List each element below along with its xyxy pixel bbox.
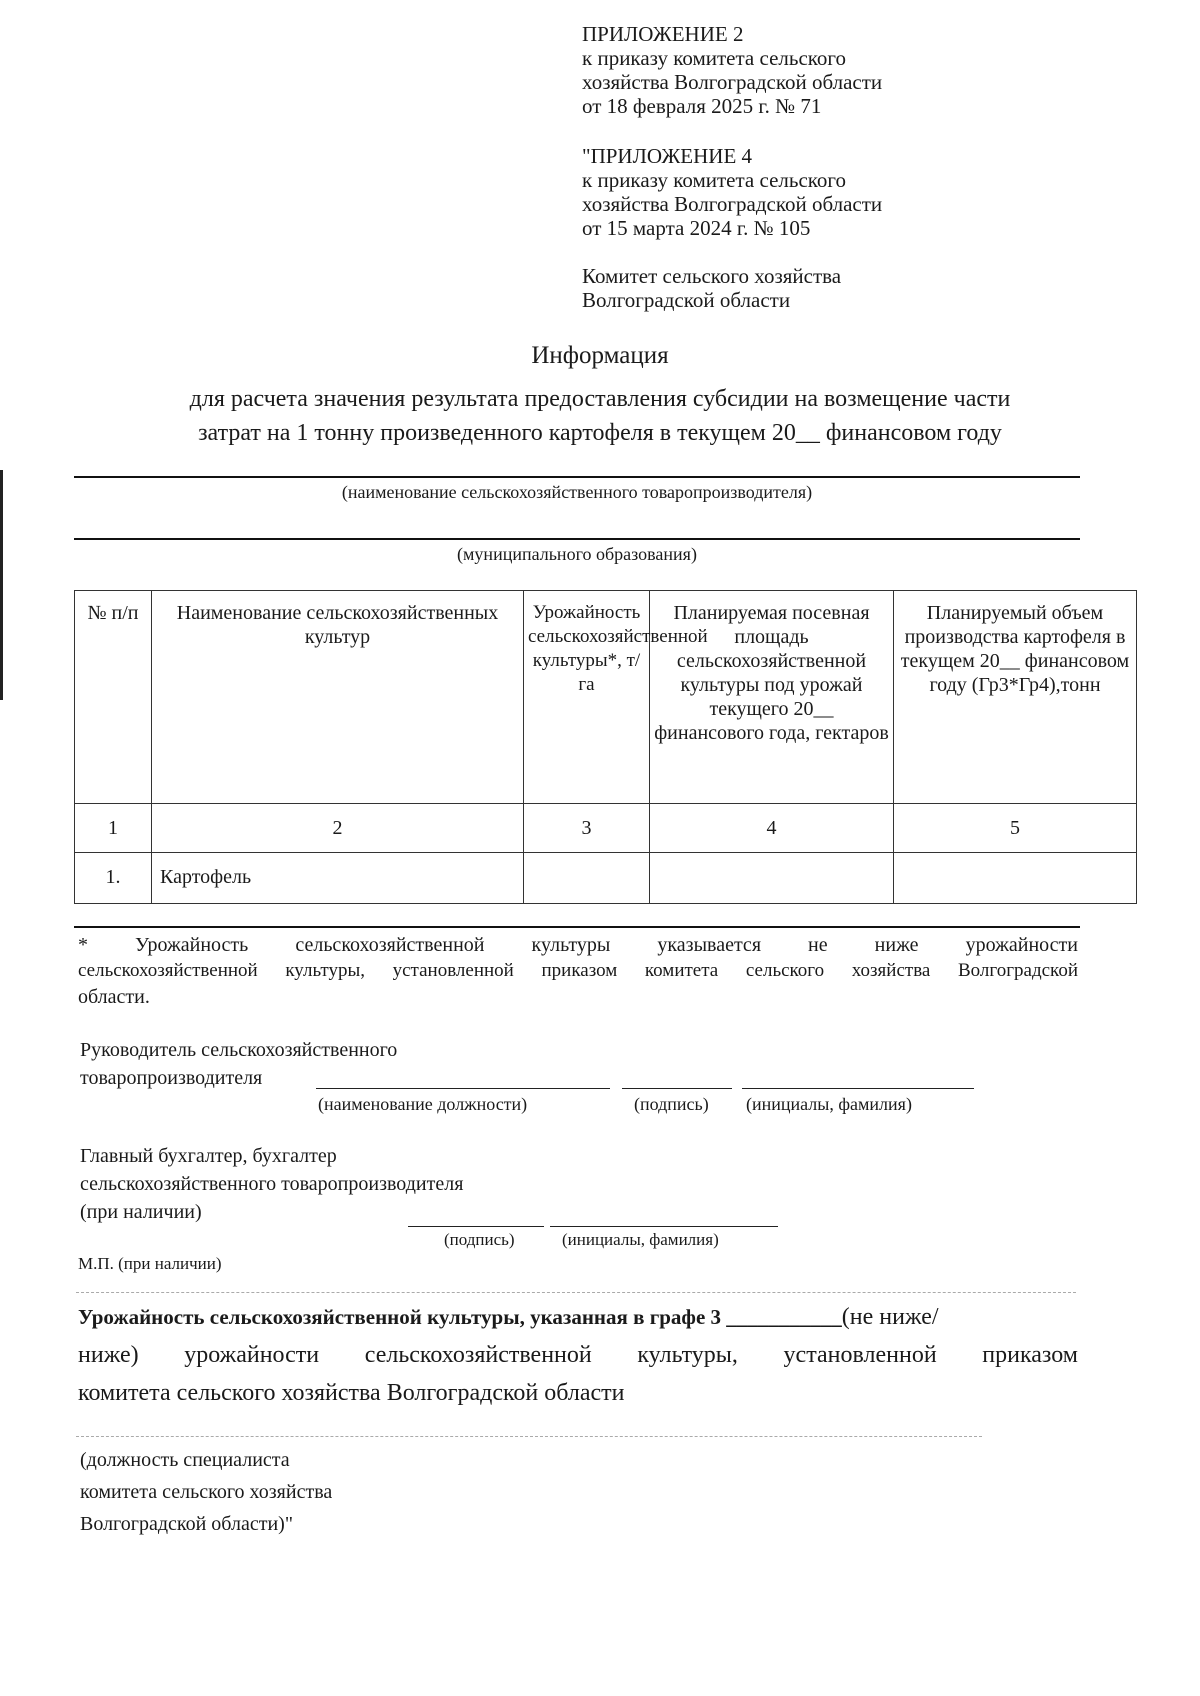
head-label-line-2: товаропроизводителя (80, 1067, 263, 1089)
document-title: Информация (531, 342, 669, 369)
appendix-4-line-1: к приказу комитета сельского (582, 168, 847, 192)
column-number-3: 3 (524, 804, 650, 853)
footnote (78, 932, 1078, 1010)
addressee-line-2: Волгоградской области (582, 288, 791, 312)
appendix-4-block (582, 144, 882, 240)
header-cell-area: Планируемая посевная площадь сельскохозяйственной культуры под урожай текущего 20__ финансового года, гектаров (650, 591, 894, 804)
row-number: 1. (75, 853, 152, 904)
footnote-divider (74, 926, 1080, 928)
specialist-line-1: (должность специалиста (80, 1449, 290, 1471)
footnote-line-2: сельскохозяйственной культуры, установленной приказом комитета сельского хозяйства Волгоградской (78, 960, 1078, 981)
appendix-4-line-2: хозяйства Волгоградской области (582, 192, 883, 216)
data-table (74, 590, 1137, 904)
head-label-line-1: Руководитель сельскохозяйственного (80, 1039, 398, 1061)
specialist-line-2: комитета сельского хозяйства (80, 1481, 333, 1503)
subtitle-line-1: для расчета значения результата предоставления субсидии на возмещение части (189, 386, 1011, 412)
committee-divider (76, 1292, 1076, 1293)
accountant-name-line[interactable] (550, 1226, 778, 1227)
committee-note (78, 1298, 1078, 1412)
stamp-label: М.П. (при наличии) (78, 1254, 222, 1273)
head-position-caption: (наименование должности) (318, 1094, 528, 1114)
header-cell-number: № п/п (75, 591, 152, 804)
head-signature-line[interactable] (622, 1088, 732, 1089)
crop-name: Картофель (152, 853, 524, 904)
yield-cell[interactable] (524, 853, 650, 904)
specialist-divider (76, 1436, 982, 1437)
area-cell[interactable] (650, 853, 894, 904)
accountant-label-line-3: (при наличии) (80, 1201, 202, 1223)
document-subtitle (60, 382, 1140, 450)
head-name-caption: (инициалы, фамилия) (746, 1094, 912, 1114)
table-number-row (75, 804, 1137, 853)
accountant-name-caption: (инициалы, фамилия) (562, 1230, 719, 1249)
scan-edge-mark (0, 470, 3, 700)
appendix-2-line-1: к приказу комитета сельского (582, 46, 847, 70)
committee-note-bold: Урожайность сельскохозяйственной культуры, указанная в графе 3 ___________ (78, 1305, 842, 1329)
committee-note-rest: (не ниже/ (841, 1304, 939, 1330)
head-signature-label (80, 1036, 397, 1092)
committee-note-line-2: ниже) урожайности сельскохозяйственной культуры, установленной приказом (78, 1342, 1078, 1368)
municipality-line[interactable] (74, 538, 1080, 540)
appendix-2-block (582, 22, 882, 118)
accountant-signature-label (80, 1142, 463, 1226)
volume-cell[interactable] (894, 853, 1137, 904)
column-number-4: 4 (650, 804, 894, 853)
specialist-line-3: Волгоградской области)" (80, 1513, 293, 1535)
accountant-signature-caption: (подпись) (444, 1230, 515, 1249)
column-number-2: 2 (152, 804, 524, 853)
accountant-signature-line[interactable] (408, 1226, 544, 1227)
committee-note-line-3: комитета сельского хозяйства Волгоградской области (78, 1380, 625, 1406)
addressee-line-1: Комитет сельского хозяйства (582, 264, 842, 288)
accountant-label-line-1: Главный бухгалтер, бухгалтер (80, 1145, 337, 1167)
municipality-caption: (муниципального образования) (457, 544, 697, 564)
appendix-2-line-2: хозяйства Волгоградской области (582, 70, 883, 94)
header-cell-yield: Урожайность сельскохозяйственной культуры*, т/га (524, 591, 650, 804)
committee-note-line-1 (78, 1298, 1078, 1336)
head-position-line[interactable] (316, 1088, 610, 1089)
appendix-2-title: ПРИЛОЖЕНИЕ 2 (582, 22, 744, 46)
footnote-line-3: области. (78, 986, 150, 1008)
producer-name-line[interactable] (74, 476, 1080, 478)
subtitle-line-2: затрат на 1 тонну произведенного картофеля в текущем 20__ финансовом году (198, 420, 1002, 446)
appendix-2-line-3: от 18 февраля 2025 г. № 71 (582, 94, 822, 118)
producer-name-caption: (наименование сельскохозяйственного товаропроизводителя) (341, 482, 813, 502)
head-signature-caption: (подпись) (634, 1094, 709, 1114)
table-header-row (75, 591, 1137, 804)
header-cell-crop: Наименование сельскохозяйственных культур (152, 591, 524, 804)
head-name-line[interactable] (742, 1088, 974, 1089)
header-cell-volume: Планируемый объем производства картофеля в текущем 20__ финансовом году (Гр3*Гр4),тонн (894, 591, 1137, 804)
footnote-line-1: * Урожайность сельскохозяйственной культуры указывается не ниже урожайности (78, 934, 1078, 956)
specialist-block (80, 1444, 332, 1540)
column-number-5: 5 (894, 804, 1137, 853)
table-row (75, 853, 1137, 904)
column-number-1: 1 (75, 804, 152, 853)
appendix-4-title: "ПРИЛОЖЕНИЕ 4 (582, 144, 753, 168)
addressee-block (582, 264, 841, 312)
accountant-label-line-2: сельскохозяйственного товаропроизводителя (80, 1173, 464, 1195)
appendix-4-line-3: от 15 марта 2024 г. № 105 (582, 216, 811, 240)
